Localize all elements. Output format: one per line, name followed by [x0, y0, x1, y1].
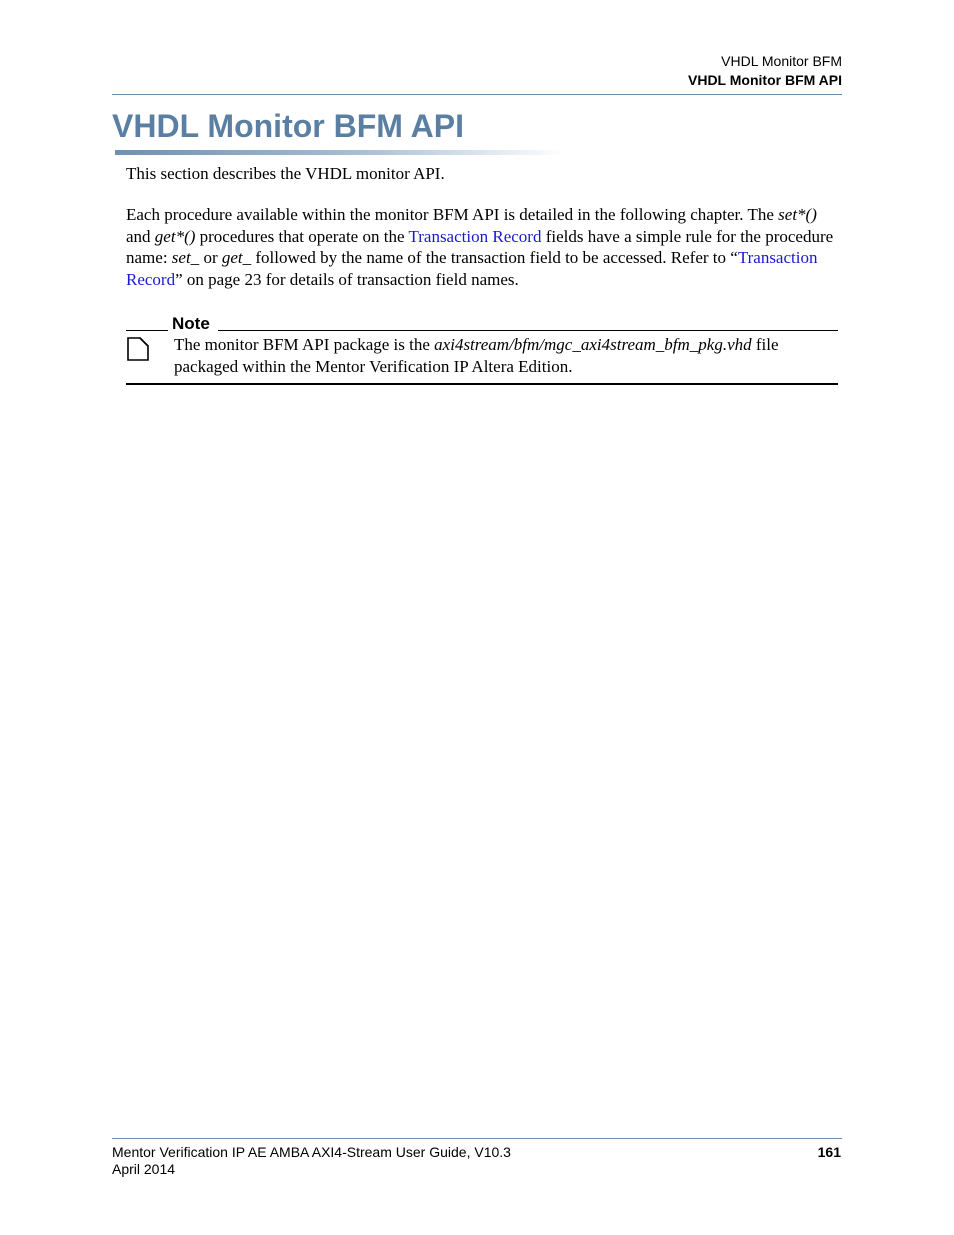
get-function-name: get*() — [154, 226, 196, 246]
body-text-4: followed by the name of the transaction field to be accessed. Refer to “ — [251, 248, 738, 267]
footer-doc-title: Mentor Verification IP AE AMBA AXI4-Stream User Guide, V10.3 — [112, 1144, 511, 1160]
package-file-path: axi4stream/bfm/mgc_axi4stream_bfm_pkg.vhd — [434, 335, 752, 354]
running-header — [688, 52, 842, 90]
body-text-or: or — [199, 248, 222, 267]
header-section: VHDL Monitor BFM API — [688, 72, 842, 88]
note-label: Note — [172, 314, 210, 333]
footer-rule — [112, 1138, 842, 1139]
footer-info — [112, 1144, 511, 1178]
footer-date: April 2014 — [112, 1161, 176, 1177]
transaction-record-xref-link[interactable]: Transaction Record — [126, 248, 818, 289]
page-title: VHDL Monitor BFM API — [112, 108, 464, 144]
body-text-5: ” on page 23 for details of transaction field names. — [175, 269, 519, 289]
header-chapter: VHDL Monitor BFM — [721, 53, 842, 69]
set-function-name: set*() — [778, 205, 817, 224]
body-text-1: Each procedure available within the monitor BFM API is detailed in the following chapter. The — [126, 205, 774, 224]
body-text-and: and — [126, 226, 155, 246]
note-rule-left — [126, 330, 168, 331]
note-text — [174, 334, 842, 377]
body-text-3: fields have a simple rule for the procedure name: — [126, 226, 834, 267]
get-prefix: get_ — [221, 248, 252, 267]
title-underline-bar — [115, 150, 565, 155]
transaction-record-link[interactable]: Transaction Record — [408, 226, 542, 246]
body-paragraph — [126, 204, 841, 290]
intro-paragraph: This section describes the VHDL monitor API. — [126, 164, 445, 183]
note-rule-right — [218, 330, 838, 331]
document-icon — [126, 337, 150, 361]
note-bottom-rule — [126, 383, 838, 385]
note-text-2: file packaged within the Mentor Verification IP Altera Edition. — [174, 335, 779, 376]
set-prefix: set_ — [171, 248, 200, 267]
header-rule — [112, 94, 842, 95]
page-number: 161 — [817, 1144, 841, 1160]
note-text-1: The monitor BFM API package is the — [174, 335, 435, 354]
body-text-2: procedures that operate on the — [195, 226, 409, 246]
